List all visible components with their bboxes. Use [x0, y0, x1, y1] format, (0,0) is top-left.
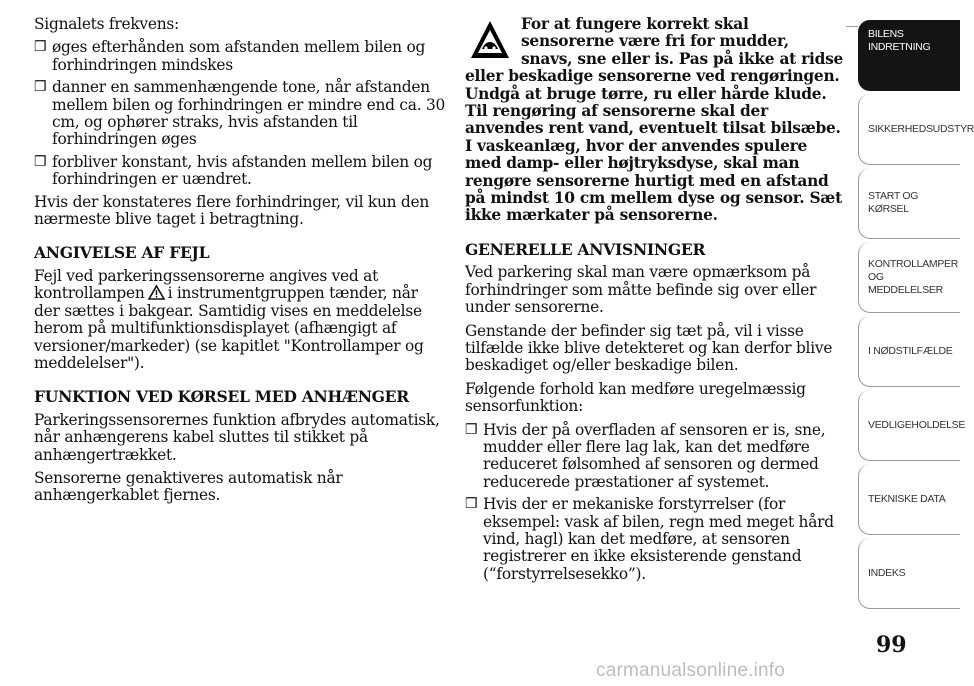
warning-note: For at fungere korrekt skal sensorerne være fri for mudder, snavs, sne eller is. Pas på ikke at ridse eller beskadige sensorerne ved rengøringen. Undgå at bruge tørre, ru eller hårde klude. Til rengøring af sensorerne skal der anvendes rent vand, eventuelt tilsat bilsæbe. I vaskeanlæg, hvor der anvendes spulere med damp- eller højtryksdyse, skal man rengøre sensorerne hurtigt med en afstand på mindst 10 cm mellem dyse og sensor. Sæt ikke mærkater på sensorerne.	[465, 15, 844, 225]
fault-text: Fejl ved parkeringssensorerne angives ved at kontrollampen i instrumentgruppen tænder, når der sættes i bakgear. Samtidig vises en meddelelse herom på multifunktionsdisplayet (afhængigt af versioner/markeder) (se kapitlet "Kontrollamper og meddelelser").	[34, 266, 424, 372]
checkbox-icon: ❒	[465, 496, 478, 513]
general-text-3: Følgende forhold kan medføre uregelmæssig sensorfunktion:	[465, 379, 806, 416]
warning-lamp-icon	[148, 285, 165, 300]
frequency-intro: Signalets frekvens:	[34, 15, 179, 33]
checkbox-icon: ❒	[34, 79, 47, 96]
tab-start-og-korsel[interactable]: START OG KØRSEL	[858, 168, 960, 239]
tab-bilens-indretning[interactable]: BILENS INDRETNING	[858, 20, 960, 91]
right-column	[465, 16, 845, 588]
general-text-1: Ved parkering skal man være opmærksom på forhindringer som måtte befinde sig over eller under sensorerne.	[465, 263, 817, 317]
header-rule	[846, 26, 858, 27]
left-column	[34, 16, 446, 511]
tab-sikkerhedsudstyr[interactable]: SIKKERHEDSUDSTYR	[858, 94, 960, 165]
tab-vedligeholdelse[interactable]: VEDLIGEHOLDELSE	[858, 390, 960, 461]
checkbox-icon: ❒	[34, 39, 47, 56]
list-item: ❒ forbliver konstant, hvis afstanden mellem bilen og forhindringen er uændret.	[34, 152, 433, 189]
checkbox-icon: ❒	[34, 153, 47, 170]
list-item: ❒ Hvis der på overfladen af sensoren er is, sne, mudder eller flere lag lak, kan det medføre reduceret følsomhed af sensoren og dermed reducerede præstationer af systemet.	[465, 420, 826, 491]
trailer-heading: FUNKTION VED KØRSEL MED ANHÆNGER	[34, 387, 409, 407]
list-item: ❒ danner en sammenhængende tone, når afstanden mellem bilen og forhindringen er mindre end ca. 30 cm, og ophører straks, hvis afstanden til forhindringen øges	[34, 78, 446, 149]
general-text-2: Genstande der befinder sig tæt på, vil i visse tilfælde ikke blive detekteret og kan derfor blive beskadiget og/eller beskadige bilen.	[465, 321, 833, 375]
tab-i-nodstilfaelde[interactable]: I NØDSTILFÆLDE	[858, 316, 960, 387]
multi-obstacles-text: Hvis der konstateres flere forhindringer, vil kun den nærmeste blive taget i betragtning.	[34, 192, 430, 229]
warning-triangle-icon	[469, 18, 511, 62]
watermark: carmanualsonline.info	[596, 660, 786, 681]
trailer-text-2: Sensorerne genaktiveres automatisk når anhængerkablet fjernes.	[34, 468, 343, 505]
list-item: ❒ øges efterhånden som afstanden mellem bilen og forhindringen mindskes	[34, 38, 426, 74]
page-number: 99	[876, 632, 907, 658]
general-heading: GENERELLE ANVISNINGER	[465, 239, 706, 259]
tab-indeks[interactable]: INDEKS	[858, 538, 960, 609]
list-item: ❒ Hvis der er mekaniske forstyrrelser (for eksempel: vask af bilen, regn med meget hård vind, hagl) kan det medføre, at sensoren registrerer en ikke eksisterende genstand (“forstyrrelsesekko”).	[465, 495, 834, 583]
tab-kontrollamper[interactable]: KONTROLLAMPER OG MEDDELELSER	[858, 242, 960, 313]
trailer-text-1: Parkeringssensorernes funktion afbrydes automatisk, når anhængerens kabel sluttes til stikket på anhængertrækket.	[34, 410, 440, 464]
chapter-tabs	[858, 20, 974, 612]
checkbox-icon: ❒	[465, 421, 478, 438]
fault-heading: ANGIVELSE AF FEJL	[34, 243, 210, 263]
tab-tekniske-data[interactable]: TEKNISKE DATA	[858, 464, 960, 535]
